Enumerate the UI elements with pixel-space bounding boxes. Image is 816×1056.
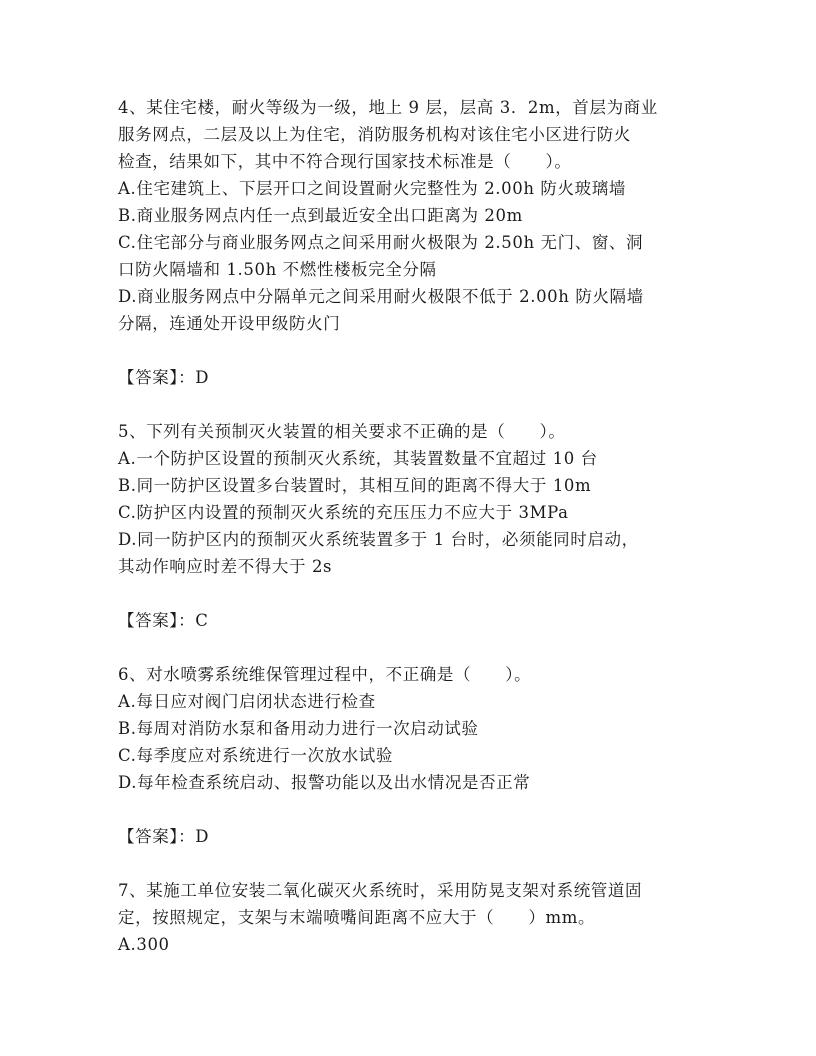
question-6-option-b: B.每周对消防水泵和备用动力进行一次启动试验	[118, 719, 479, 738]
question-4-option-c-line-1: C.住宅部分与商业服务网点之间采用耐火极限为 2.50h 无门、窗、洞	[118, 233, 644, 252]
question-5	[118, 418, 703, 580]
question-6-option-a: A.每日应对阀门启闭状态进行检查	[118, 692, 376, 711]
question-4-stem-line-3: 检查，结果如下，其中不符合现行国家技术标准是（ ）。	[118, 152, 572, 171]
question-4-option-d-line-2: 分隔，连通处开设甲级防火门	[118, 314, 341, 333]
question-5-stem: 5、下列有关预制灭火装置的相关要求不正确的是（ ）。	[118, 422, 566, 441]
question-6-option-d: D.每年检查系统启动、报警功能以及出水情况是否正常	[118, 773, 531, 792]
question-4	[118, 94, 703, 337]
question-5-option-d-line-1: D.同一防护区内的预制灭火系统装置多于 1 台时，必须能同时启动，	[118, 530, 639, 549]
question-7-option-a: A.300	[118, 935, 170, 954]
question-4-stem-line-1: 4、某住宅楼，耐火等级为一级，地上 9 层，层高 3．2m，首层为商业	[118, 98, 658, 117]
question-4-option-a: A.住宅建筑上、下层开口之间设置耐火完整性为 2.00h 防火玻璃墙	[118, 179, 626, 198]
question-4-stem-line-2: 服务网点，二层及以上为住宅，消防服务机构对该住宅小区进行防火	[118, 125, 631, 144]
question-5-answer: 【答案】：C	[118, 611, 209, 630]
question-5-option-a: A.一个防护区设置的预制灭火系统，其装置数量不宜超过 10 台	[118, 449, 598, 468]
question-5-option-d-line-2: 其动作响应时差不得大于 2s	[118, 557, 333, 576]
question-4-option-c-line-2: 口防火隔墙和 1.50h 不燃性楼板完全分隔	[118, 260, 437, 279]
question-5-option-c: C.防护区内设置的预制灭火系统的充压压力不应大于 3MPa	[118, 503, 569, 522]
question-6-option-c: C.每季度应对系统进行一次放水试验	[118, 746, 393, 765]
question-6-answer: 【答案】：D	[118, 827, 210, 846]
question-5-option-b: B.同一防护区设置多台装置时，其相互间的距离不得大于 10m	[118, 476, 592, 495]
question-4-option-d-line-1: D.商业服务网点中分隔单元之间采用耐火极限不低于 2.00h 防火隔墙	[118, 287, 644, 306]
question-6	[118, 661, 703, 796]
question-7-stem-line-1: 7、某施工单位安装二氧化碳灭火系统时，采用防晃支架对系统管道固	[118, 881, 643, 900]
document-page	[118, 94, 703, 958]
question-7	[118, 877, 703, 958]
question-4-answer: 【答案】：D	[118, 368, 210, 387]
question-4-option-b: B.商业服务网点内任一点到最近安全出口距离为 20m	[118, 206, 523, 225]
question-7-stem-line-2: 定，按照规定，支架与末端喷嘴间距离不应大于（ ）mm。	[118, 908, 596, 927]
question-6-stem: 6、对水喷雾系统维保管理过程中，不正确是（ ）。	[118, 665, 532, 684]
